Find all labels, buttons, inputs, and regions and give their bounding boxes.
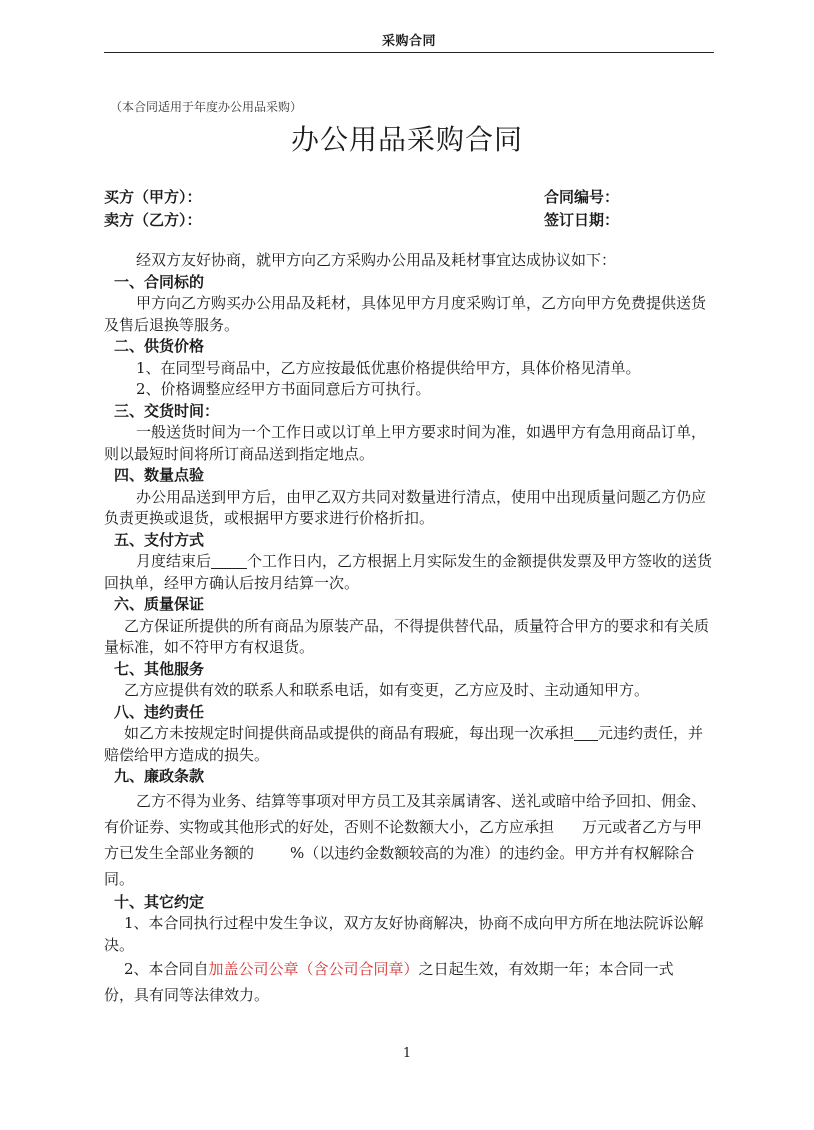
- section-heading: 三、交货时间：: [114, 401, 220, 420]
- blank-field: [574, 726, 598, 741]
- validity-text-a: 2、本合同自: [124, 960, 209, 978]
- section-paragraph: 甲方向乙方购买办公用品及耗材，具体见甲方月度采购订单，乙方向甲方免费提供送货及售后退换等服务。: [104, 294, 707, 334]
- section-paragraph: 1、本合同执行过程中发生争议，双方友好协商解决，协商不成向甲方所在地法院诉讼解决。: [104, 914, 704, 954]
- integrity-text-c: %（以违约金数额较高的为准）的违约金。甲方并有权解除合同。: [104, 843, 695, 888]
- page-number: 1: [402, 1046, 412, 1061]
- integrity-text-b: 万元或者乙方与甲方已发生全部业务额的: [104, 817, 703, 862]
- section-paragraph: 1、在同型号商品中，乙方应按最低优惠价格提供给甲方，具体价格见清单。: [136, 358, 641, 377]
- blank-field: [211, 554, 247, 569]
- payment-text-a: 月度结束后: [136, 552, 212, 570]
- section-heading: 二、供货价格: [114, 337, 205, 355]
- section-paragraph: 乙方应提供有效的联系人和联系电话，如有变更，乙方应及时、主动通知甲方。: [124, 681, 650, 699]
- header-rule: [104, 52, 714, 53]
- section-paragraph: [104, 551, 716, 594]
- contract-body: [104, 250, 716, 1008]
- penalty-text-b: 元违约责任，并赔偿给甲方造成的损失。: [104, 724, 704, 764]
- section-paragraph: 一般送货时间为一个工作日或以订单上甲方要求时间为准，如遇甲方有急用商品订单，则以最短时间将所订商品送到指定地点。: [104, 423, 707, 463]
- payment-text-b: 个工作日内，乙方根据上月实际发生的金额提供发票及甲方签收的送货回执单，经甲方确认后按月结算一次。: [104, 552, 713, 592]
- section-paragraph: [104, 788, 716, 892]
- section-heading: 七、其他服务: [114, 659, 205, 678]
- document-title: 办公用品采购合同: [290, 123, 523, 156]
- section-heading: 九、廉政条款: [114, 767, 205, 785]
- validity-text-b: 之日起生效，有效期一年；本合同一式: [418, 960, 674, 978]
- section-paragraph: 乙方保证所提供的所有商品为原装产品，不得提供替代品，质量符合甲方的要求和有关质量标准，如不符甲方有权退货。: [104, 616, 710, 656]
- buyer-label: 买方（甲方）：: [104, 188, 202, 206]
- applicability-note: （本合同适用于年度办公用品采购）: [110, 100, 303, 114]
- seller-label: 卖方（乙方）：: [104, 211, 202, 229]
- validity-text-c: 份，具有同等法律效力。: [104, 986, 270, 1004]
- section-paragraph: [104, 956, 716, 1008]
- intro-paragraph: 经双方友好协商，就甲方向乙方采购办公用品及耗材事宜达成协议如下：: [136, 251, 617, 269]
- contract-number-label: 合同编号：: [544, 188, 620, 206]
- integrity-text-a: 乙方不得为业务、结算等事项对甲方员工及其亲属请客、送礼或暗中给予回扣、佣金、有价证券、实物或其他形式的好处，否则不论数额大小，乙方应承担: [104, 791, 707, 836]
- section-heading: 四、数量点验: [114, 466, 205, 484]
- section-paragraph: [104, 723, 716, 766]
- section-heading: 六、质量保证: [114, 595, 205, 613]
- section-heading: 五、支付方式: [114, 530, 205, 549]
- section-paragraph: 办公用品送到甲方后，由甲乙双方共同对数量进行清点，使用中出现质量问题乙方仍应负责更换或退货，或根据甲方要求进行价格折扣。: [104, 487, 707, 527]
- running-header: 采购合同: [381, 34, 436, 49]
- section-heading: 八、违约责任: [114, 702, 205, 721]
- sign-date-label: 签订日期：: [544, 211, 620, 229]
- section-paragraph: 2、价格调整应经甲方书面同意后方可执行。: [136, 380, 431, 398]
- seal-requirement: 加盖公司公章（含公司合同章）: [208, 960, 419, 978]
- penalty-text-a: 如乙方未按规定时间提供商品或提供的商品有瑕疵，每出现一次承担: [124, 724, 575, 742]
- section-heading: 十、其它约定: [114, 892, 205, 911]
- section-heading: 一、合同标的: [114, 272, 205, 291]
